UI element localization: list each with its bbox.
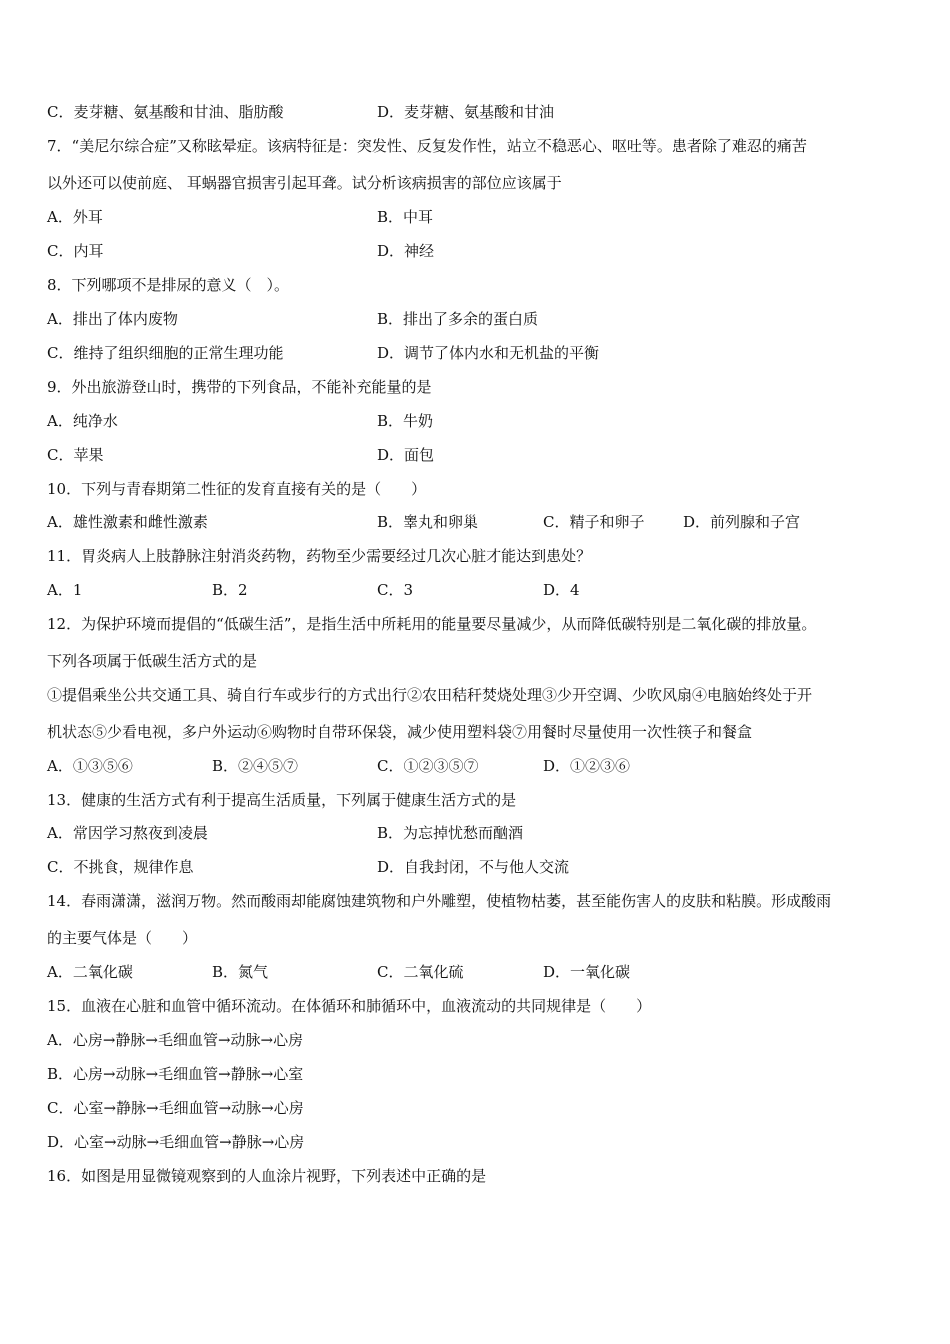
q13-options-row-1 xyxy=(47,823,907,843)
option-c: C．不挑食，规律作息 xyxy=(47,858,194,876)
option-d: D．自我封闭，不与他人交流 xyxy=(377,858,570,876)
option-a: A．1 xyxy=(47,581,83,599)
option-d: D．心室→动脉→毛细血管→静脉→心房 xyxy=(47,1133,305,1151)
question-12-items: ①提倡乘坐公共交通工具、骑自行车或步行的方式出行②农田秸秆焚烧处理③少开空调、少吹风扇④电脑始终处于开 xyxy=(47,686,813,704)
question-9-text: 9．外出旅游登山时，携带的下列食品，不能补充能量的是 xyxy=(47,378,432,396)
question-11-text: 11．胃炎病人上肢静脉注射消炎药物，药物至少需要经过几次心脏才能达到患处？ xyxy=(47,547,592,565)
q6-options-row xyxy=(47,102,907,122)
option-b: B．睾丸和卵巢 xyxy=(377,513,479,531)
option-a: A．二氧化碳 xyxy=(47,963,133,981)
option-a: A．纯净水 xyxy=(47,412,118,430)
option-a: A．心房→静脉→毛细血管→动脉→心房 xyxy=(47,1031,304,1049)
option-a: A．雄性激素和雌性激素 xyxy=(47,513,208,531)
q8-options-row-1 xyxy=(47,309,907,329)
q7-options-row-1 xyxy=(47,207,907,227)
question-7-text: 7．“美尼尔综合症”又称眩晕症。该病特征是：突发性、反复发作性，站立不稳恶心、呕吐等。患者除了难忍的痛苦 xyxy=(47,137,807,155)
option-d: D．神经 xyxy=(377,242,435,260)
q7-options-row-2 xyxy=(47,241,907,261)
option-d: D．①②③⑥ xyxy=(543,757,631,775)
option-b: B．②④⑤⑦ xyxy=(212,757,299,775)
option-b: B．心房→动脉→毛细血管→静脉→心室 xyxy=(47,1065,304,1083)
question-14-text-cont: 的主要气体是（ ） xyxy=(47,929,198,947)
q12-options-row xyxy=(47,756,907,776)
option-c: C．精子和卵子 xyxy=(543,513,645,531)
option-c: C．心室→静脉→毛细血管→动脉→心房 xyxy=(47,1099,304,1117)
q14-options-row xyxy=(47,962,907,982)
question-15-text: 15．血液在心脏和血管中循环流动。在体循环和肺循环中，血液流动的共同规律是（ ） xyxy=(47,997,652,1015)
option-d: D．调节了体内水和无机盐的平衡 xyxy=(377,344,600,362)
q8-options-row-2 xyxy=(47,343,907,363)
option-b: B．牛奶 xyxy=(377,412,434,430)
option-d: D．一氧化碳 xyxy=(543,963,631,981)
option-c: C．内耳 xyxy=(47,242,104,260)
question-14-text: 14．春雨潇潇，滋润万物。然而酸雨却能腐蚀建筑物和户外雕塑，使植物枯萎，甚至能伤害人的皮肤和粘膜。形成酸雨 xyxy=(47,892,832,910)
option-a: A．常因学习熬夜到凌晨 xyxy=(47,824,208,842)
question-12-text-cont: 下列各项属于低碳生活方式的是 xyxy=(47,652,258,670)
question-16-text: 16．如图是用显微镜观察到的人血涂片视野，下列表述中正确的是 xyxy=(47,1167,487,1185)
option-b: B．氮气 xyxy=(212,963,269,981)
option-d: D．麦芽糖、氨基酸和甘油 xyxy=(377,103,555,121)
q13-options-row-2 xyxy=(47,857,907,877)
question-12-items-cont: 机状态⑤少看电视，多户外运动⑥购物时自带环保袋，减少使用塑料袋⑦用餐时尽量使用一次性筷子和餐盒 xyxy=(47,723,753,741)
option-c: C．3 xyxy=(377,581,414,599)
option-b: B．中耳 xyxy=(377,208,434,226)
option-d: D．前列腺和子宫 xyxy=(683,513,801,531)
option-c: C．苹果 xyxy=(47,446,104,464)
q11-options-row xyxy=(47,580,907,600)
q10-options-row xyxy=(47,512,907,532)
question-7-text-cont: 以外还可以使前庭、 耳蜗器官损害引起耳聋。试分析该病损害的部位应该属于 xyxy=(47,174,562,192)
option-d: D．面包 xyxy=(377,446,435,464)
option-c: C．二氧化硫 xyxy=(377,963,464,981)
option-b: B．为忘掉忧愁而酗酒 xyxy=(377,824,524,842)
question-10-text: 10．下列与青春期第二性征的发育直接有关的是（ ） xyxy=(47,480,427,498)
option-d: D．4 xyxy=(543,581,580,599)
option-c: C．①②③⑤⑦ xyxy=(377,757,479,775)
option-b: B．排出了多余的蛋白质 xyxy=(377,310,539,328)
question-12-text: 12．为保护环境而提倡的“低碳生活”，是指生活中所耗用的能量要尽量减少，从而降低碳特别是二氧化碳的排放量。 xyxy=(47,615,817,633)
option-a: A．外耳 xyxy=(47,208,103,226)
q9-options-row-1 xyxy=(47,411,907,431)
option-a: A．①③⑤⑥ xyxy=(47,757,133,775)
option-c: C．维持了组织细胞的正常生理功能 xyxy=(47,344,284,362)
question-13-text: 13．健康的生活方式有利于提高生活质量，下列属于健康生活方式的是 xyxy=(47,791,517,809)
q9-options-row-2 xyxy=(47,445,907,465)
option-c: C．麦芽糖、氨基酸和甘油、脂肪酸 xyxy=(47,103,284,121)
option-a: A．排出了体内废物 xyxy=(47,310,178,328)
option-b: B．2 xyxy=(212,581,248,599)
question-8-text: 8．下列哪项不是排尿的意义（ ）。 xyxy=(47,276,290,294)
